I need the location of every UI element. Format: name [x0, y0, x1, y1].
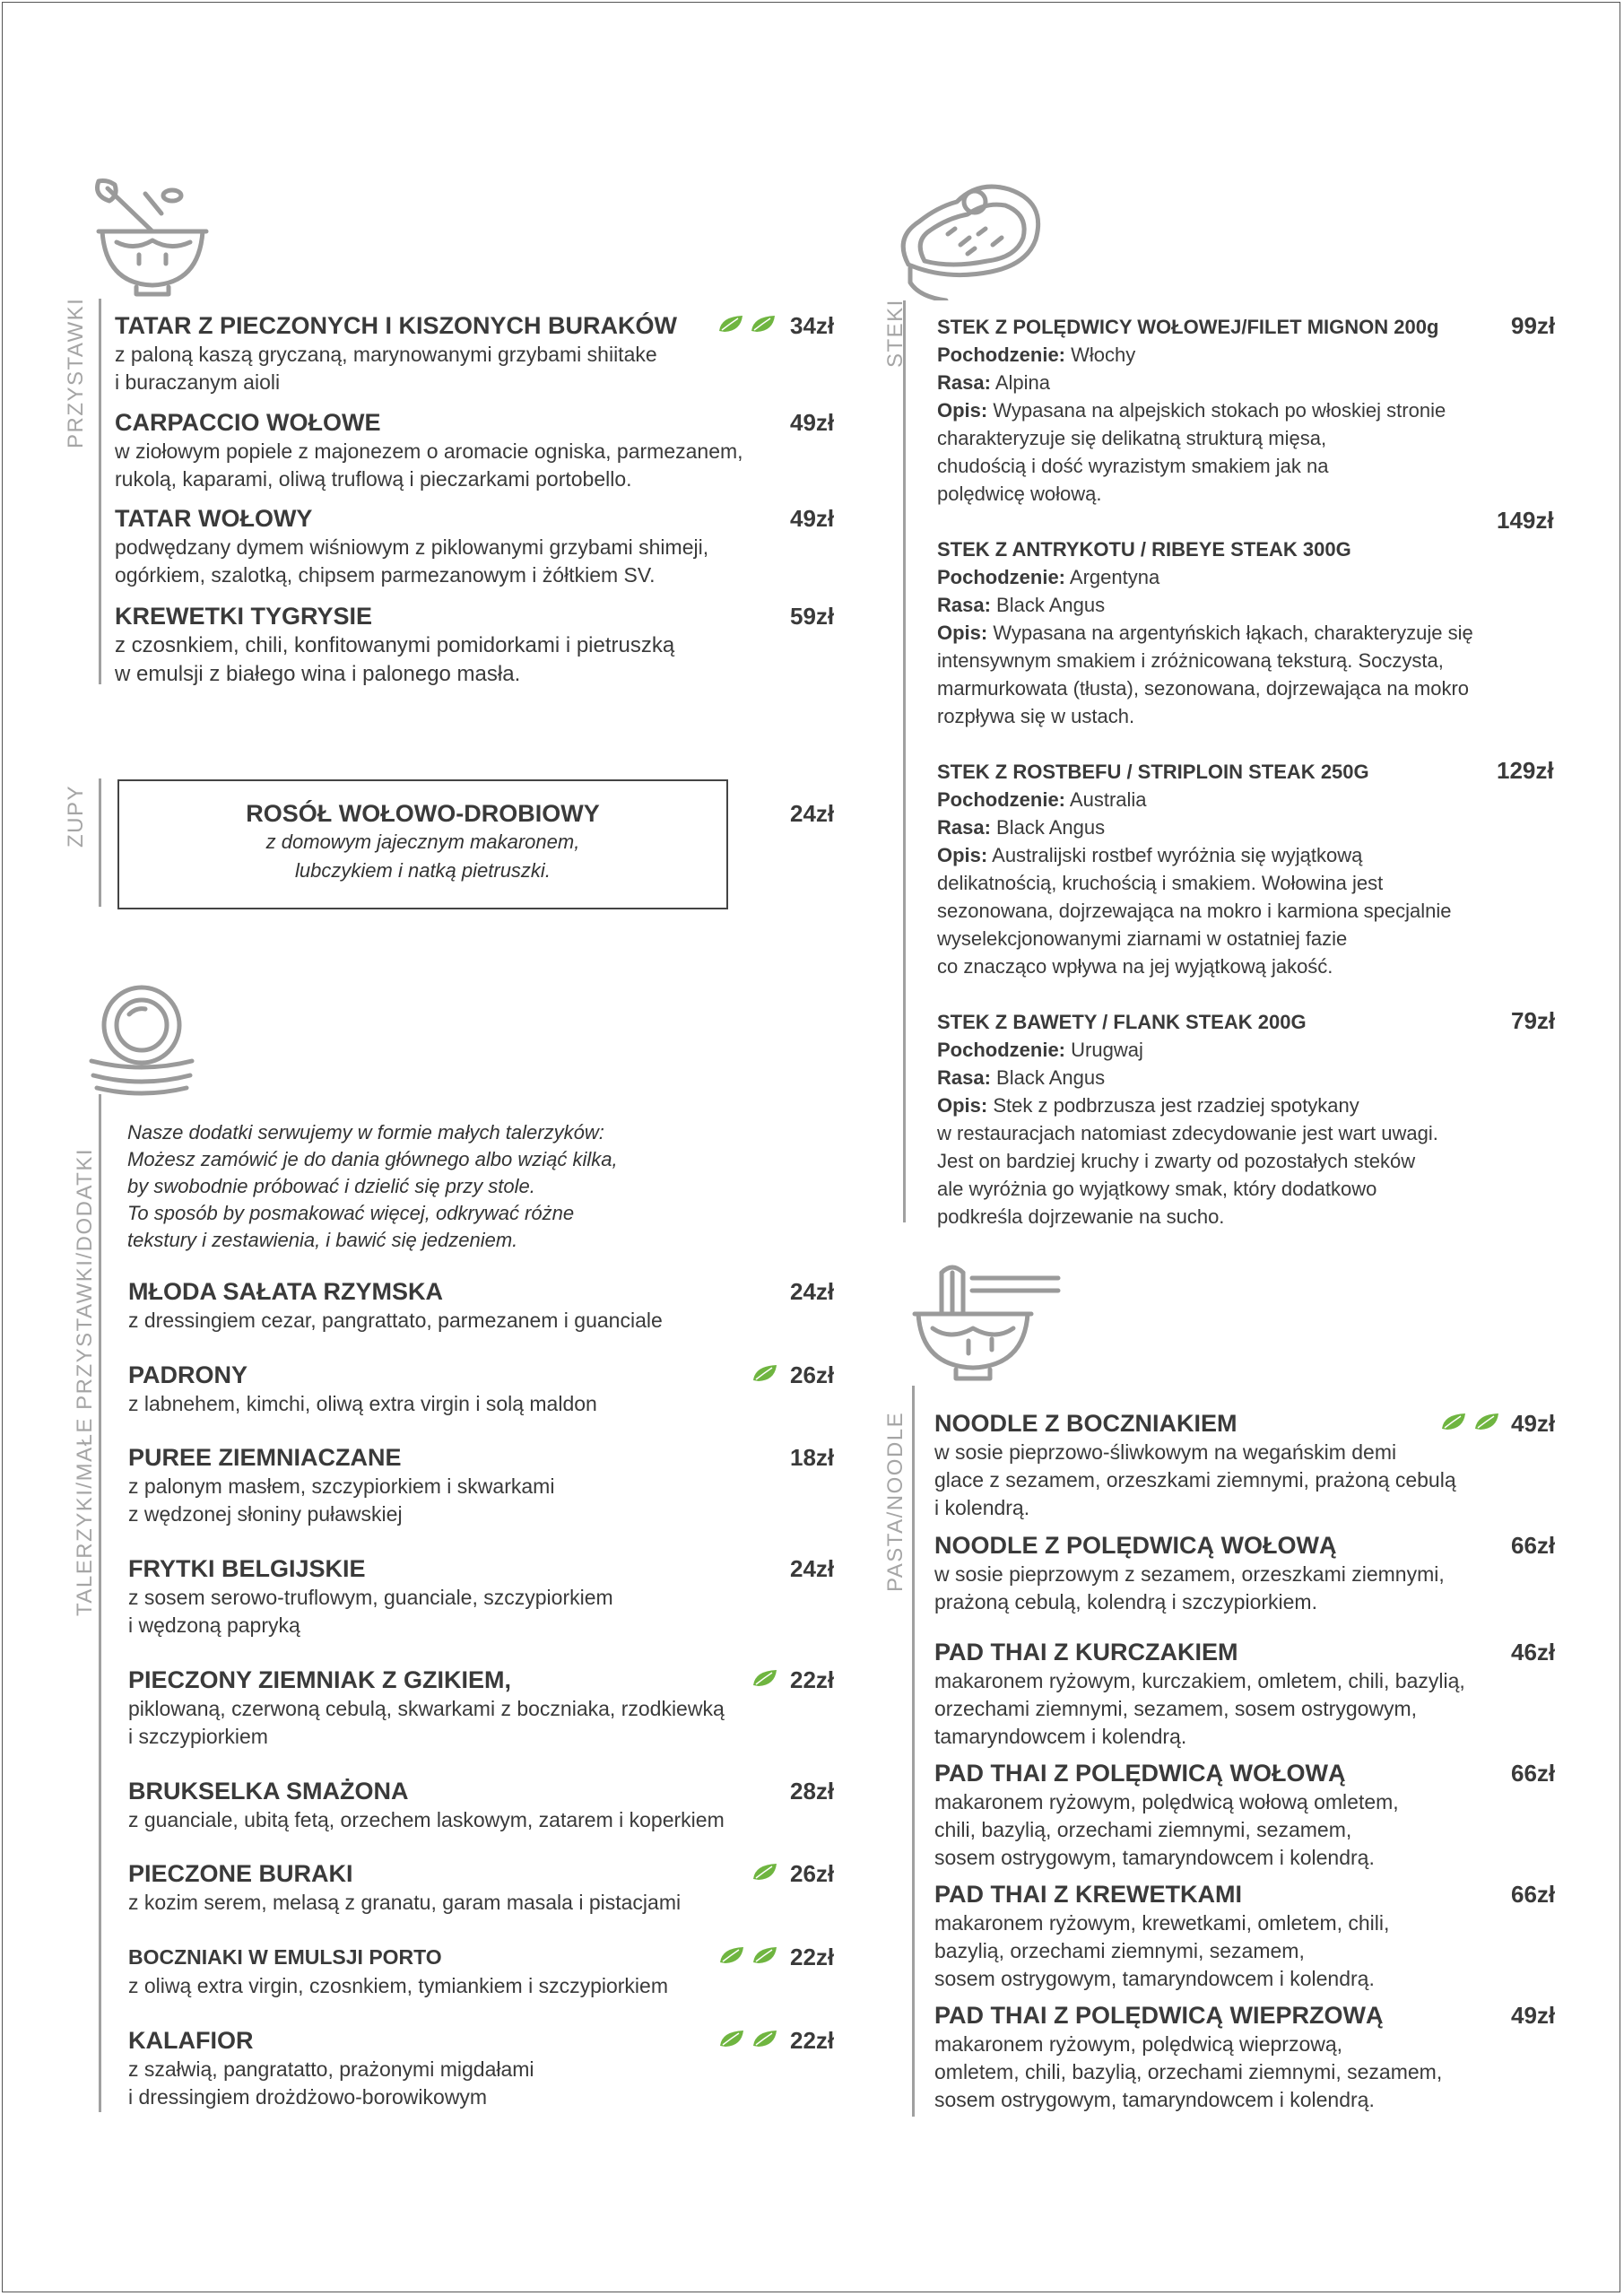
steak-price: 79zł: [1511, 1007, 1556, 1034]
item-desc: z sosem serowo-truflowym, guanciale, szczypiorkiem i wędzoną papryką: [128, 1586, 613, 1637]
vege-leaf-icon: [718, 2028, 745, 2049]
vege-leaf-icon: [750, 313, 777, 335]
item-price: 22zł: [790, 1666, 835, 1693]
steak-name: STEK Z BAWETY / FLANK STEAK: [937, 1011, 1253, 1033]
steak-price: 99zł: [1511, 312, 1556, 339]
vege-leaf-icon: [751, 1362, 778, 1384]
menu-item: [128, 1777, 774, 1834]
steak-title: [937, 758, 1520, 786]
plates-icon: [79, 982, 213, 1099]
item-price: 22zł: [790, 2027, 835, 2054]
section-label-steki: STEKI: [883, 299, 908, 368]
talerzyki-bar: [99, 1094, 101, 2112]
menu-item: [128, 1277, 774, 1335]
menu-item: [128, 1554, 774, 1639]
item-title: PIECZONE BURAKI: [128, 1860, 353, 1887]
item-price: 49zł: [1511, 1410, 1556, 1437]
menu-item: [115, 408, 778, 493]
steki-bar: [903, 300, 906, 1222]
menu-item: [934, 2001, 1508, 2114]
item-price: 26zł: [790, 1361, 835, 1388]
menu-item: [934, 1409, 1508, 1522]
menu-item: [934, 1638, 1508, 1751]
steak-weight: 250G: [1320, 761, 1369, 783]
item-title: MŁODA SAŁATA RZYMSKA: [128, 1278, 443, 1305]
steak-name: STEK Z POLĘDWICY WOŁOWEJ/FILET MIGNON: [937, 316, 1389, 338]
section-label-przystawki: PRZYSTAWKI: [64, 297, 88, 448]
item-title: PIECZONY ZIEMNIAK Z GZIKIEM,: [128, 1666, 512, 1693]
steak-item: [937, 535, 1565, 730]
item-desc: makaronem ryżowym, polędwicą wołową omletem, chili, bazylią, orzechami ziemnymi, sezamem, sosem ostrygowym, tamaryndowcem i kolendrą.: [934, 1790, 1399, 1869]
steak-icon: [892, 175, 1054, 300]
item-desc: piklowaną, czerwoną cebulą, skwarkami z boczniaka, rzodkiewką i szczypiorkiem: [128, 1697, 725, 1748]
steak-breed: Rasa: Black Angus: [937, 816, 1106, 839]
steak-description: Opis: Australijski rostbef wyróżnia się wyjątkową delikatnością, kruchością i smakiem. Wołowina jest sezonowana, dojrzewająca na mokro i karmiona specjalnie wyselekcjonowanymi ziarnami w ostatniej fazie co znacząco wpływa na jej wyjątkową jakość.: [937, 844, 1452, 978]
item-price: 49zł: [790, 409, 835, 436]
przystawki-bar: [99, 299, 101, 684]
item-desc: podwędzany dymem wiśniowym z piklowanymi grzybami shimeji, ogórkiem, szalotką, chipsem parmezanowym i żółtkiem SV.: [115, 535, 709, 587]
soup-box: [117, 779, 728, 909]
item-title: PAD THAI Z POLĘDWICĄ WIEPRZOWĄ: [934, 2002, 1384, 2029]
item-price: 18zł: [790, 1444, 835, 1471]
talerzyki-intro: Nasze dodatki serwujemy w formie małych talerzyków: Możesz zamówić je do dania głównego albo wziąć kilka, by swobodnie próbować i dzielić się przy stole. To sposób by posmakować więcej, odkrywać różne tekstury i zestawienia, i bawić się jedzeniem.: [127, 1121, 618, 1251]
vege-leaf-icon: [1440, 1411, 1467, 1432]
steak-name: STEK Z ROSTBEFU / STRIPLOIN STEAK: [937, 761, 1316, 783]
item-desc: w sosie pieprzowym z sezamem, orzeszkami ziemnymi, prażoną cebulą, kolendrą i szczypiorkiem.: [934, 1562, 1445, 1613]
section-label-talerzyki: TALERZYKI/MAŁE PRZYSTAWKI/DODATKI: [73, 1147, 97, 1616]
item-price: 66zł: [1511, 1532, 1556, 1559]
item-price: 28zł: [790, 1778, 835, 1805]
steak-breed: Rasa: Black Angus: [937, 594, 1106, 616]
item-price: 24zł: [790, 1555, 835, 1582]
item-desc: z oliwą extra virgin, czosnkiem, tymiankiem i szczypiorkiem: [128, 1974, 668, 1997]
item-desc: w ziołowym popiele z majonezem o aromacie ogniska, parmezanem, rukolą, kaparami, oliwą truflową i pieczarkami portobello.: [115, 439, 743, 491]
item-desc: z paloną kaszą gryczaną, marynowanymi grzybami shiitake i buraczanym aioli: [115, 343, 657, 394]
vege-leaf-icon: [751, 1861, 778, 1883]
menu-item: [128, 1943, 774, 2000]
steak-weight: 200g: [1394, 316, 1439, 338]
steak-breed: Rasa: Black Angus: [937, 1066, 1106, 1089]
bowl-whisk-icon: [90, 178, 215, 299]
section-label-pasta: PASTA/NOODLE: [883, 1411, 908, 1592]
item-title: BOCZNIAKI W EMULSJI PORTO: [128, 1945, 442, 1969]
item-title: FRYTKI BELGIJSKIE: [128, 1555, 366, 1582]
steak-origin: Pochodzenie: Włochy: [937, 344, 1136, 366]
steak-description: Opis: Wypasana na argentyńskich łąkach, charakteryzuje się intensywnym smakiem i zróżnicowaną teksturą. Soczysta, marmurkowata (tłusta), sezonowana, dojrzewająca na mokro rozpływa się w ustach.: [937, 622, 1473, 727]
soup-desc: z domowym jajecznym makaronem, lubczykiem i natką pietruszki.: [265, 831, 580, 882]
steak-price: 149zł: [1497, 507, 1554, 534]
item-title: BRUKSELKA SMAŻONA: [128, 1778, 409, 1805]
steak-description: Opis: Stek z podbrzusza jest rzadziej spotykany w restauracjach natomiast zdecydowanie jest wart uwagi. Jest on bardziej kruchy i zwarty od pozostałych steków ale wyróżnia go wyjątkowy smak, który dodatkowo podkreśla dojrzewanie na sucho.: [937, 1094, 1438, 1228]
menu-item: [128, 1665, 774, 1751]
steak-name: STEK Z ANTRYKOTU / RIBEYE STEAK: [937, 538, 1298, 561]
item-price: 46zł: [1511, 1639, 1556, 1665]
menu-item: [934, 1880, 1508, 1993]
section-label-zupy: ZUPY: [64, 784, 88, 848]
item-price: 22zł: [790, 1944, 835, 1970]
vege-leaf-icon: [751, 1667, 778, 1689]
vege-leaf-icon: [751, 1944, 778, 1966]
steak-title: [937, 313, 1520, 341]
item-price: 59zł: [790, 603, 835, 630]
steak-origin: Pochodzenie: Australia: [937, 788, 1147, 811]
soup-title: ROSÓŁ WOŁOWO-DROBIOWY: [246, 800, 600, 827]
item-desc: z czosnkiem, chili, konfitowanymi pomidorkami i pietruszką w emulsji z białego wina i palonego masła.: [115, 633, 675, 686]
item-price: 66zł: [1511, 1760, 1556, 1787]
item-title: PUREE ZIEMNIACZANE: [128, 1444, 402, 1471]
menu-item: [115, 602, 778, 689]
item-price: 24zł: [790, 1278, 835, 1305]
vege-leaf-icon: [751, 2028, 778, 2049]
steak-price: 129zł: [1497, 757, 1554, 784]
item-desc: w sosie pieprzowo-śliwkowym na wegańskim demi glace z sezamem, orzeszkami ziemnymi, prażoną cebulą i kolendrą.: [934, 1440, 1456, 1519]
item-title: NOODLE Z BOCZNIAKIEM: [934, 1410, 1238, 1437]
steak-origin: Pochodzenie: Urugwaj: [937, 1039, 1143, 1061]
vege-leaf-icon: [1473, 1411, 1500, 1432]
item-title: KREWETKI TYGRYSIE: [115, 603, 373, 630]
item-title: PADRONY: [128, 1361, 248, 1388]
item-price: 49zł: [1511, 2002, 1556, 2029]
menu-item: [115, 311, 743, 396]
menu-item: [934, 1759, 1508, 1872]
item-desc: z labnehem, kimchi, oliwą extra virgin i solą maldon: [128, 1392, 597, 1415]
item-title: KALAFIOR: [128, 2027, 254, 2054]
steak-weight: 200G: [1257, 1011, 1307, 1033]
vege-leaf-icon: [717, 313, 744, 335]
menu-item: [115, 504, 778, 589]
item-title: PAD THAI Z POLĘDWICĄ WOŁOWĄ: [934, 1760, 1346, 1787]
steak-origin: Pochodzenie: Argentyna: [937, 566, 1160, 588]
item-title: NOODLE Z POLĘDWICĄ WOŁOWĄ: [934, 1532, 1337, 1559]
steak-title: [937, 535, 1565, 563]
pasta-bar: [912, 1386, 915, 2117]
steak-item: [937, 1008, 1520, 1231]
item-title: PAD THAI Z KREWETKAMI: [934, 1881, 1242, 1908]
item-desc: makaronem ryżowym, polędwicą wieprzową, omletem, chili, bazylią, orzechami ziemnymi, sezamem, sosem ostrygowym, tamaryndowcem i kolendrą.: [934, 2032, 1443, 2111]
menu-item: [934, 1531, 1508, 1616]
soup-price: 24zł: [790, 800, 835, 827]
menu-item: [128, 1443, 774, 1528]
item-desc: z dressingiem cezar, pangrattato, parmezanem i guanciale: [128, 1309, 663, 1332]
steak-item: [937, 313, 1520, 508]
item-desc: z szałwią, pangratatto, prażonymi migdałami i dressingiem drożdżowo-borowikowym: [128, 2057, 534, 2109]
steak-weight: 300G: [1302, 538, 1351, 561]
menu-item: [128, 2026, 774, 2111]
item-desc: z kozim serem, melasą z granatu, garam masala i pistacjami: [128, 1891, 682, 1914]
item-price: 49zł: [790, 505, 835, 532]
noodle-bowl-icon: [906, 1260, 1067, 1386]
item-desc: makaronem ryżowym, kurczakiem, omletem, chili, bazylią, orzechami ziemnymi, sezamem, sosem ostrygowym, tamaryndowcem i kolendrą.: [934, 1669, 1465, 1748]
menu-item: [128, 1859, 774, 1917]
steak-title: [937, 1008, 1520, 1036]
item-title: PAD THAI Z KURCZAKIEM: [934, 1639, 1238, 1665]
item-desc: z guanciale, ubitą fetą, orzechem laskowym, zatarem i koperkiem: [128, 1808, 725, 1831]
item-desc: z palonym masłem, szczypiorkiem i skwarkami z wędzonej słoniny puławskiej: [128, 1474, 555, 1526]
steak-item: [937, 758, 1520, 980]
menu-item: [128, 1361, 774, 1418]
item-price: 66zł: [1511, 1881, 1556, 1908]
item-desc: makaronem ryżowym, krewetkami, omletem, chili, bazylią, orzechami ziemnymi, sezamem, sosem ostrygowym, tamaryndowcem i kolendrą.: [934, 1911, 1390, 1990]
zupy-bar: [99, 778, 101, 907]
item-title: CARPACCIO WOŁOWE: [115, 409, 381, 436]
steak-description: Opis: Wypasana na alpejskich stokach po włoskiej stronie charakteryzuje się delikatną strukturą mięsa, chudością i dość wyrazistym smakiem jak na polędwicę wołową.: [937, 399, 1446, 505]
item-title: TATAR Z PIECZONYCH I KISZONYCH BURAKÓW: [115, 312, 677, 339]
item-title: TATAR WOŁOWY: [115, 505, 313, 532]
item-price: 26zł: [790, 1860, 835, 1887]
item-price: 34zł: [790, 312, 835, 339]
vege-leaf-icon: [718, 1944, 745, 1966]
steak-breed: Rasa: Alpina: [937, 371, 1050, 394]
